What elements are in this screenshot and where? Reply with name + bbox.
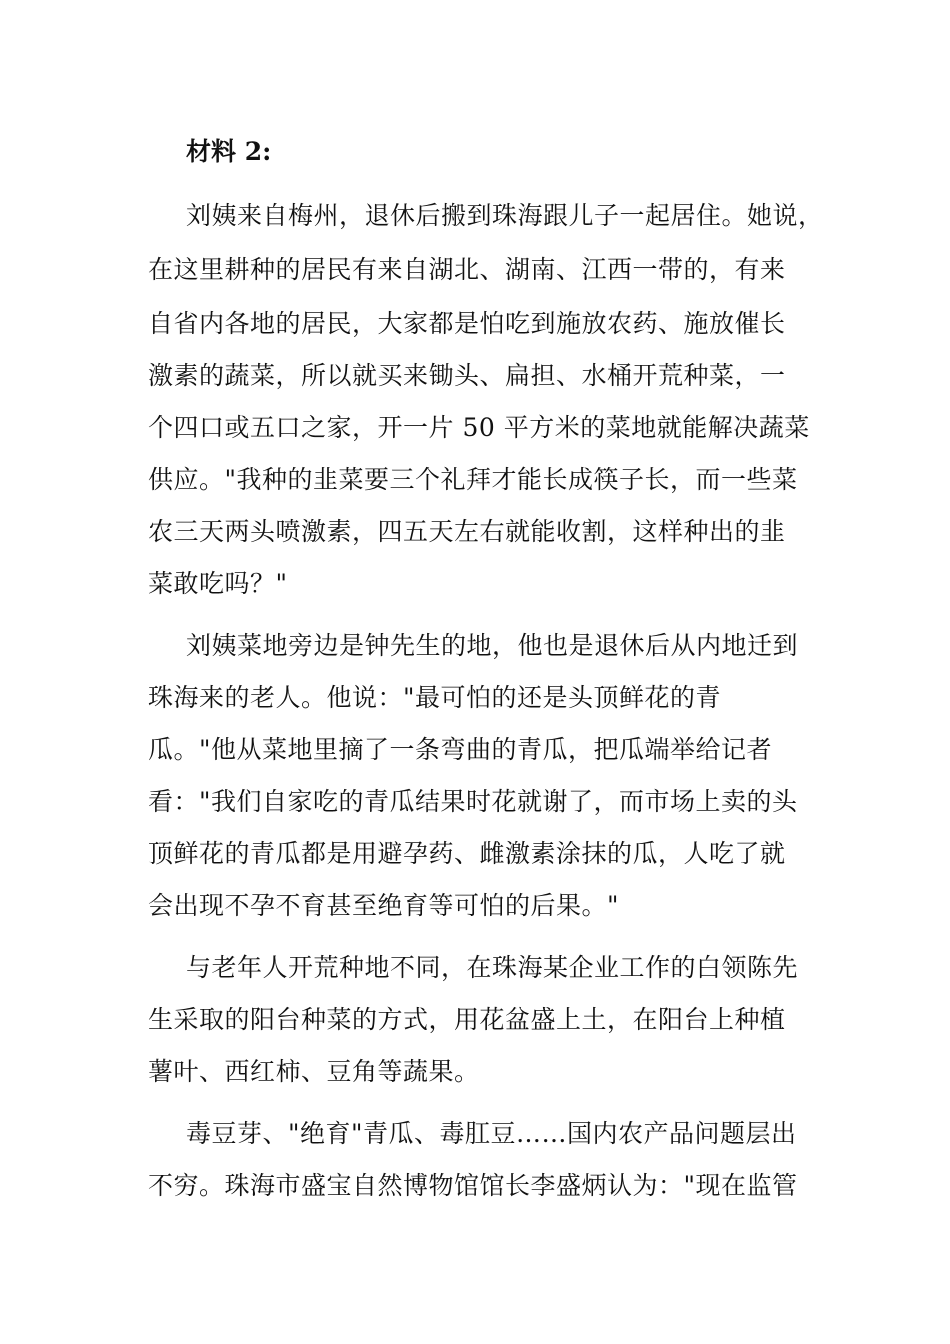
paragraph-line: 与老年人开荒种地不同，在珠海某企业工作的白领陈先 [186, 953, 799, 982]
paragraph-line: 会出现不孕不育甚至绝育等可怕的后果。" [148, 891, 620, 920]
paragraph-line: 不穷。珠海市盛宝自然博物馆馆长李盛炳认为："现在监管 [148, 1171, 798, 1200]
paragraph-line: 看："我们自家吃的青瓜结果时花就谢了，而市场上卖的头 [148, 787, 798, 816]
paragraph-line: 瓜。"他从菜地里摘了一条弯曲的青瓜，把瓜端举给记者 [148, 735, 773, 764]
paragraph-line: 刘姨来自梅州，退休后搬到珠海跟儿子一起居住。她说， [186, 201, 824, 230]
paragraph-line: 刘姨菜地旁边是钟先生的地，他也是退休后从内地迁到 [186, 631, 799, 660]
paragraph-line: 在这里耕种的居民有来自湖北、湖南、江西一带的，有来 [148, 255, 786, 284]
paragraph-line: 毒豆芽、"绝育"青瓜、毒肛豆……国内农产品问题层出 [186, 1119, 797, 1148]
paragraph-line: 顶鲜花的青瓜都是用避孕药、雌激素涂抹的瓜，人吃了就 [148, 839, 786, 868]
section-heading: 材料 2: [186, 137, 272, 166]
paragraph-line: 个四口或五口之家，开一片 50 平方米的菜地就能解决蔬菜 [148, 413, 810, 442]
paragraph-line: 珠海来的老人。他说："最可怕的还是头顶鲜花的青 [148, 683, 722, 712]
paragraph-line: 农三天两头喷激素，四五天左右就能收割，这样种出的韭 [148, 517, 786, 546]
paragraph-line: 薯叶、西红柿、豆角等蔬果。 [148, 1057, 480, 1086]
paragraph-line: 菜敢吃吗？" [148, 569, 288, 598]
paragraph-line: 自省内各地的居民，大家都是怕吃到施放农药、施放催长 [148, 309, 786, 338]
paragraph-line: 生采取的阳台种菜的方式，用花盆盛上土，在阳台上种植 [148, 1005, 786, 1034]
paragraph-line: 激素的蔬菜，所以就买来锄头、扁担、水桶开荒种菜，一 [148, 361, 786, 390]
paragraph-line: 供应。"我种的韭菜要三个礼拜才能长成筷子长，而一些菜 [148, 465, 798, 494]
